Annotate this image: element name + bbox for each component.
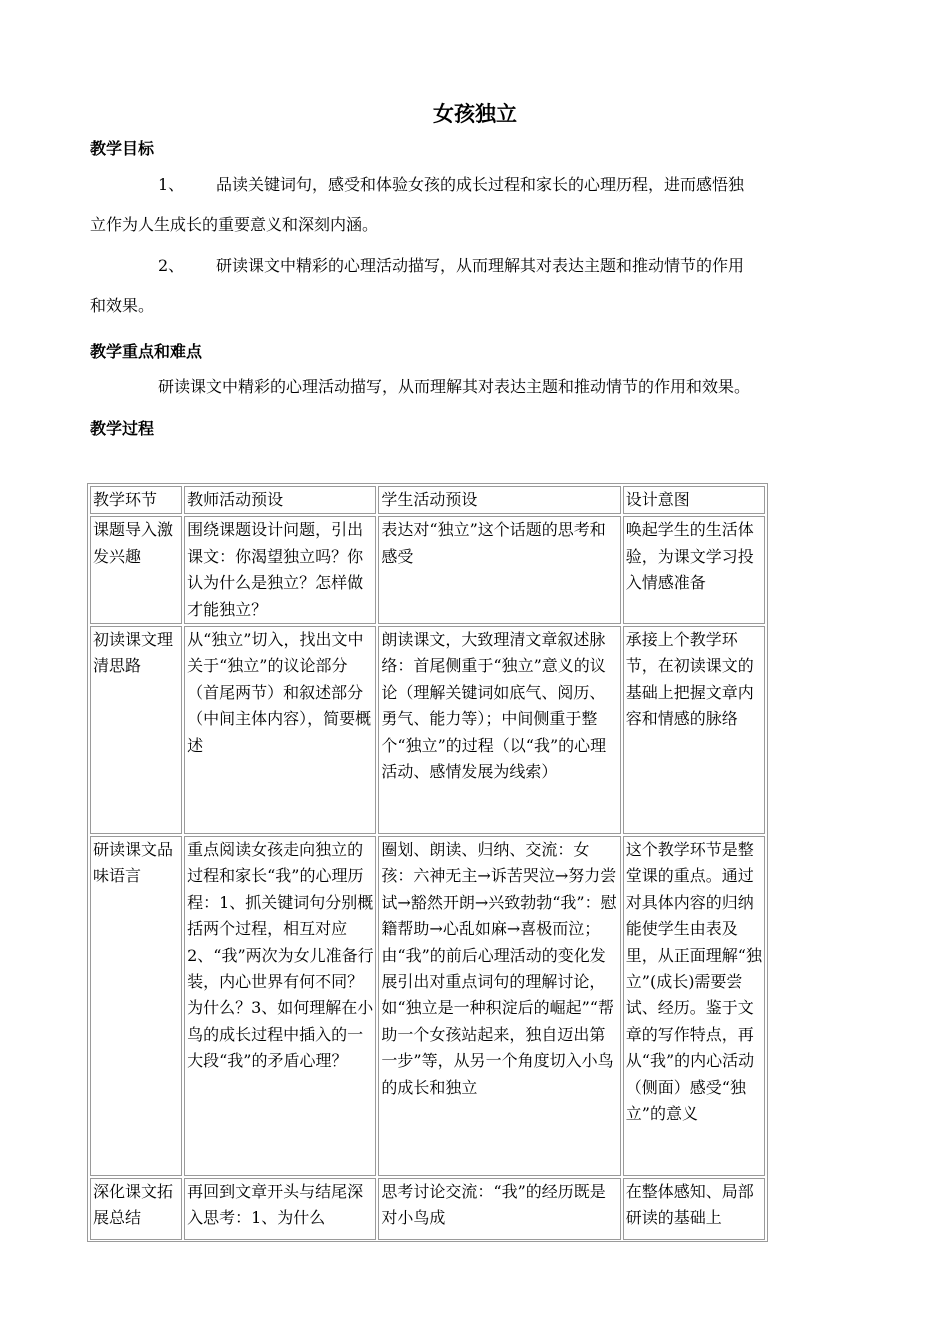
table-header-row [90, 486, 765, 514]
goal-text: 研读课文中精彩的心理活动描写，从而理解其对表达主题和推动情节的作用 [216, 256, 745, 275]
goal-item-1 [90, 165, 852, 245]
table-cell: 深化课文拓展总结 [90, 1178, 182, 1240]
table-cell: 围绕课题设计问题，引出课文：你渴望独立吗？你认为什么是独立？怎样做才能独立？ [184, 516, 376, 624]
goal-text-continued: 和效果。 [90, 296, 155, 315]
table-cell: 从“独立”切入，找出文中关于“独立”的议论部分（首尾两节）和叙述部分（中间主体内容），简要概述 [184, 626, 376, 834]
table-cell: 重点阅读女孩走向独立的过程和家长“我”的心理历程：1、抓关键词句分别概括两个过程，相互对应2、“我”两次为女儿准备行装，内心世界有何不同？为什么？3、如何理解在小鸟的成长过程中插入的一大段“我”的矛盾心理？ [184, 836, 376, 1176]
table-cell: 初读课文理清思路 [90, 626, 182, 834]
table-cell: 思考讨论交流：“我”的经历既是对小鸟成 [378, 1178, 620, 1240]
table-row [90, 626, 765, 834]
lesson-plan-table [87, 483, 768, 1242]
table-cell: 朗读课文，大致理清文章叙述脉络：首尾侧重于“独立”意义的议论（理解关键词如底气、阅历、勇气、能力等）；中间侧重于整个“独立”的过程（以“我”的心理活动、感情发展为线索） [378, 626, 620, 834]
header-cell: 教师活动预设 [184, 486, 376, 514]
header-cell: 设计意图 [623, 486, 765, 514]
table-row [90, 1178, 765, 1240]
table-cell: 课题导入激发兴趣 [90, 516, 182, 624]
header-cell: 教学环节 [90, 486, 182, 514]
goal-text-continued: 立作为人生成长的重要意义和深刻内涵。 [90, 215, 379, 234]
table-cell: 表达对“独立”这个话题的思考和感受 [378, 516, 620, 624]
heading-teaching-process: 教学过程 [90, 419, 155, 438]
goal-text: 品读关键词句，感受和体验女孩的成长过程和家长的心理历程，进而感悟独 [216, 175, 745, 194]
table-cell: 唤起学生的生活体验，为课文学习投入情感准备 [623, 516, 765, 624]
heading-teaching-goals: 教学目标 [90, 139, 155, 158]
goal-number: 1、 [158, 175, 185, 194]
table-cell: 研读课文品味语言 [90, 836, 182, 1176]
table-cell: 这个教学环节是整堂课的重点。通过对具体内容的归纳能使学生由表及里，从正面理解“独立”(成长)需要尝试、经历。鉴于文章的写作特点，再从“我”的内心活动（侧面）感受“独立”的意义 [623, 836, 765, 1176]
table-cell: 承接上个教学环节，在初读课文的基础上把握文章内容和情感的脉络 [623, 626, 765, 834]
table-cell: 圈划、朗读、归纳、交流：女孩：六神无主→诉苦哭泣→努力尝试→豁然开朗→兴致勃勃“我”：慰籍帮助→心乱如麻→喜极而泣；由“我”的前后心理活动的变化发展引出对重点词句的理解讨论，如“独立是一种积淀后的崛起”“帮助一个女孩站起来，独自迈出第一步”等，从另一个角度切入小鸟的成长和独立 [378, 836, 620, 1176]
goal-number: 2、 [158, 256, 185, 275]
document-title: 女孩独立 [433, 102, 517, 126]
heading-key-points: 教学重点和难点 [90, 342, 203, 361]
table-row [90, 516, 765, 624]
table-row [90, 836, 765, 1176]
table-cell: 在整体感知、局部研读的基础上 [623, 1178, 765, 1240]
table-cell: 再回到文章开头与结尾深入思考：1、为什么 [184, 1178, 376, 1240]
header-cell: 学生活动预设 [378, 486, 620, 514]
key-points-text: 研读课文中精彩的心理活动描写，从而理解其对表达主题和推动情节的作用和效果。 [158, 377, 751, 396]
goal-item-2 [90, 246, 852, 326]
